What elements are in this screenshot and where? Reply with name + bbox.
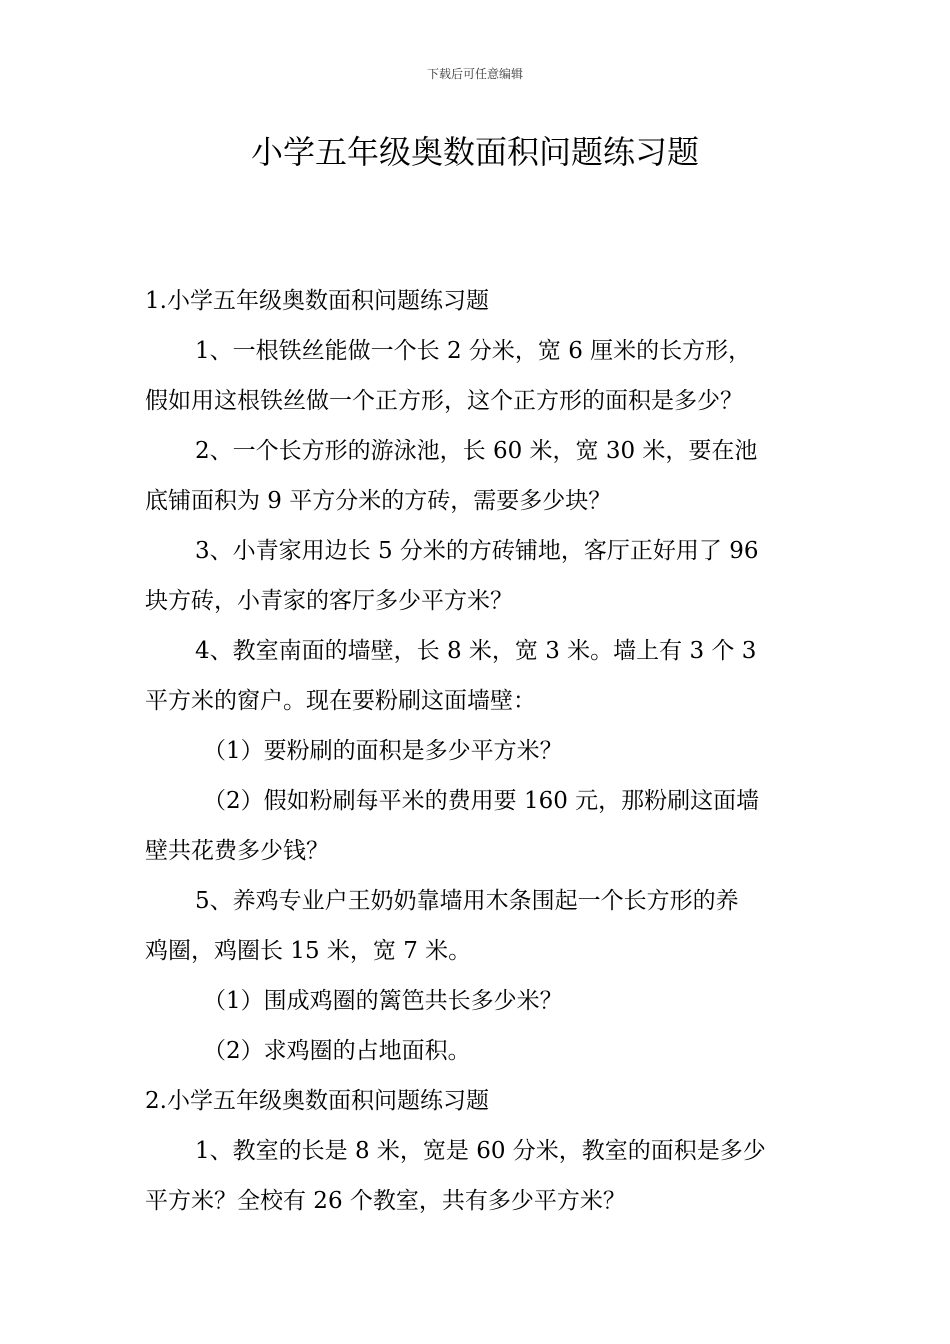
question-2-line-1: 2、一个长方形的游泳池，长 60 米，宽 30 米，要在池 [195, 438, 758, 464]
question-4-sub-2-line-1: （2）假如粉刷每平米的费用要 160 元，那粉刷这面墙 [203, 788, 760, 814]
question-4-sub-2-line-2: 壁共花费多少钱？ [145, 838, 329, 864]
question-5-sub-2: （2）求鸡圈的占地面积。 [203, 1038, 471, 1064]
question-4-sub-1: （1）要粉刷的面积是多少平方米？ [203, 738, 563, 764]
question-1-line-2: 假如用这根铁丝做一个正方形，这个正方形的面积是多少？ [145, 388, 743, 414]
section-heading-1: 1.小学五年级奥数面积问题练习题 [145, 288, 489, 314]
question-5-line-2: 鸡圈，鸡圈长 15 米，宽 7 米。 [145, 938, 472, 964]
question-1-line-1: 1、一根铁丝能做一个长 2 分米，宽 6 厘米的长方形， [195, 338, 752, 364]
section-heading-2: 2.小学五年级奥数面积问题练习题 [145, 1088, 489, 1114]
section-2-question-1-line-2: 平方米？全校有 26 个教室，共有多少平方米？ [145, 1188, 626, 1214]
section-2-question-1-line-1: 1、教室的长是 8 米，宽是 60 分米，教室的面积是多少 [195, 1138, 766, 1164]
question-3-line-1: 3、小青家用边长 5 分米的方砖铺地，客厅正好用了 96 [195, 538, 759, 564]
question-5-line-1: 5、养鸡专业户王奶奶靠墙用木条围起一个长方形的养 [195, 888, 739, 914]
document-title: 小学五年级奥数面积问题练习题 [250, 133, 699, 171]
question-2-line-2: 底铺面积为 9 平方分米的方砖，需要多少块？ [145, 488, 612, 514]
question-3-line-2: 块方砖，小青家的客厅多少平方米？ [145, 588, 513, 614]
question-5-sub-1: （1）围成鸡圈的篱笆共长多少米？ [203, 988, 563, 1014]
document-body [145, 276, 805, 1226]
header-note: 下载后可任意编辑 [426, 67, 523, 81]
question-4-line-1: 4、教室南面的墙壁，长 8 米，宽 3 米。墙上有 3 个 3 [195, 638, 757, 664]
question-4-line-2: 平方米的窗户。现在要粉刷这面墙壁： [145, 688, 536, 714]
